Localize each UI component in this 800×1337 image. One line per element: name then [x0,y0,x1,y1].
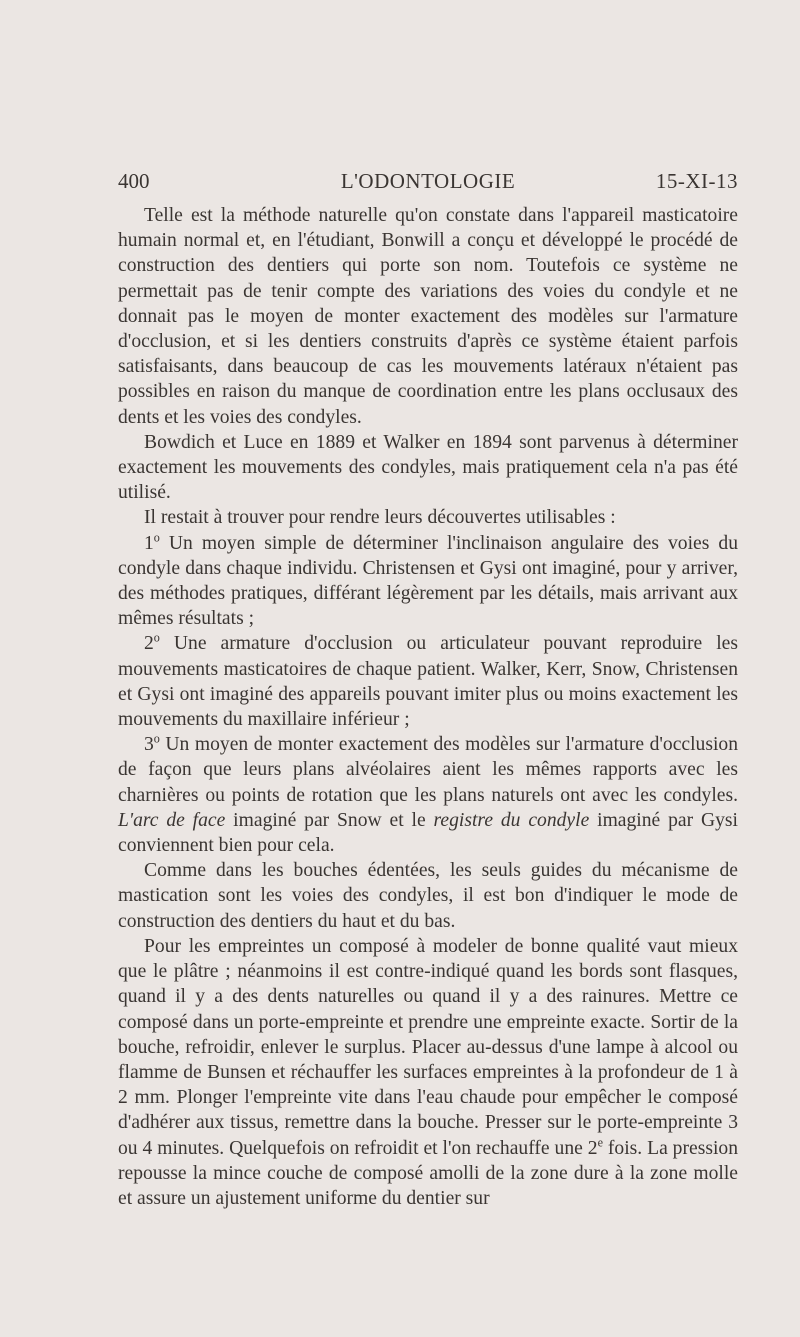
paragraph-text: Une armature d'occlusion ou articulateur pouvant reproduire les mouvements masticatoires de chaque patient. Walker, Kerr, Snow, Christensen et Gysi ont imaginé des appareils pouvant imiter plus ou moins exactement les mouvements du maxillaire inférieur ; [118,633,738,731]
running-head [118,168,738,194]
issue-date: 15-XI-13 [655,169,738,193]
paragraph-text: fois. La pression repousse la mince couche de composé amolli de la zone dure à la zone molle et assure un ajustement uniforme du dentier sur [118,1137,738,1209]
ordinal-marker: o [153,530,160,545]
list-number: 1 [144,532,154,554]
journal-title: L'ODONTOLOGIE [340,169,516,193]
paragraph-text: Telle est la méthode naturelle qu'on constate dans l'appareil masticatoire humain normal et, en l'étudiant, Bonwill a conçu et développé le procédé de construction des dentiers qui porte son nom. Toutefois ce système ne permettait pas de tenir compte des variations des voies du condyle et ne donnait pas le moyen de monter exactement des modèles sur l'armature d'occlusion, et si les dentiers construits d'après ce système étaient parfois satisfaisants, dans beaucoup de cas les mouvements latéraux n'étaient pas possibles en raison du manque de coordination entre les plans occlusaux des dents et les voies des condyles. [118,205,738,428]
list-number: 2 [144,633,154,655]
ordinal-marker: e [597,1134,603,1149]
paragraph-7 [118,858,738,934]
italic-term-arc-de-face: L'arc de face [118,809,226,831]
paragraph-text: Il restait à trouver pour rendre leurs découvertes utilisables : [144,507,616,529]
paragraph-2 [118,430,738,506]
italic-term-registre-du-condyle: registre du condyle [433,809,590,831]
list-item-2 [118,631,738,732]
list-item-3 [118,732,738,858]
list-item-1 [118,531,738,632]
paragraph-8 [118,934,738,1211]
paragraph-1 [118,203,738,430]
paragraph-text: Un moyen de monter exactement des modèles sur l'armature d'occlusion de façon que leurs plans alvéolaires aient les mêmes rapports avec les charnières ou points de rotation que les plans naturels ont avec les condyles. [118,734,738,806]
paragraph-text: Comme dans les bouches édentées, les seuls guides du mécanisme de mastication sont les voies des condyles, il est bon d'indiquer le mode de construction des dentiers du haut et du bas. [118,860,738,932]
paragraph-text: imaginé par Snow et le [225,809,434,831]
paragraph-text: Pour les empreintes un composé à modeler de bonne qualité vaut mieux que le plâtre ; néanmoins il est contre-indiqué quand les bords sont flasques, quand il y a des dents naturelles ou quand il y a des rainures. Mettre ce composé dans un porte-empreinte et prendre une empreinte exacte. Sortir de la bouche, refroidir, enlever le surplus. Placer au-dessus d'une lampe à alcool ou flamme de Bunsen et réchauffer les surfaces empreintes à la profondeur de 1 à 2 mm. Plonger l'empreinte vite dans l'eau chaude pour empêcher le composé d'adhérer aux tissus, remettre dans la bouche. Presser sur le porte-empreinte 3 ou 4 minutes. Quelquefois on refroidit et l'on rechauffe une 2 [118,935,738,1159]
paragraph-3 [118,505,738,530]
body-text [118,203,738,1211]
list-number: 3 [144,734,154,756]
ordinal-marker: o [153,731,160,746]
paragraph-text: Bowdich et Luce en 1889 et Walker en 1894 sont parvenus à déterminer exactement les mouvements des condyles, mais pratiquement cela n'a pas été utilisé. [118,431,738,504]
paragraph-text: Un moyen simple de déterminer l'inclinaison angulaire des voies du condyle dans chaque individu. Christensen et Gysi ont imaginé, pour y arriver, des méthodes pratiques, différant légèrement par les détails, mais arrivant aux mêmes résultats ; [118,532,738,630]
paragraph-text: imaginé par Gysi conviennent bien pour cela. [118,809,738,857]
page-number: 400 [118,169,150,193]
ordinal-marker: o [153,630,160,645]
